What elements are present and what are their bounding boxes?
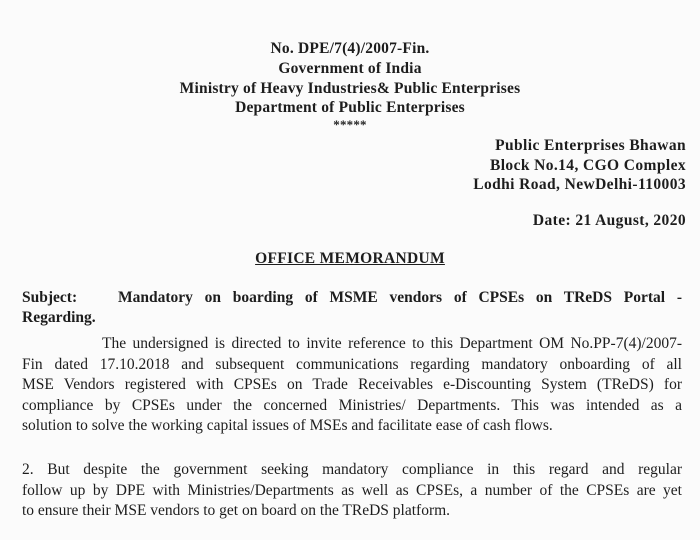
paragraph-2: [22, 460, 682, 522]
reference-number: No. DPE/7(4)/2007-Fin.: [270, 40, 430, 57]
paragraph-1-line: solution to solve the working capital issues of MSEs and facilitate ease of cash flows.: [22, 417, 553, 434]
paragraph-1-line: The undersigned is directed to invite reference to this Department OM No.PP-7(4)/2007-: [102, 335, 682, 352]
address-line-2: Block No.14, CGO Complex: [489, 157, 686, 174]
memo-date: Date: 21 August, 2020: [532, 212, 686, 229]
paragraph-1-line: Fin dated 17.10.2018 and subsequent communications regarding mandatory onboarding of all: [22, 355, 682, 373]
subject-line-2: Regarding.: [22, 309, 96, 326]
address-line-1: Public Enterprises Bhawan: [495, 137, 686, 154]
paragraph-1-line: MSE Vendors registered with CPSEs on Trade Receivables e-Discounting System (TReDS) for: [22, 376, 682, 393]
subject-block: [22, 288, 682, 328]
paragraph-2-line: 2. But despite the government seeking mandatory compliance in this regard and regular: [22, 461, 682, 478]
subject-line-1: [22, 288, 682, 308]
subject-label: Subject:: [22, 289, 78, 306]
separator-stars: *****: [333, 117, 367, 132]
department-name: Department of Public Enterprises: [235, 99, 465, 116]
subject-text: Mandatory on boarding of MSME vendors of CPSEs on TReDS Portal -: [118, 289, 682, 306]
government-name: Government of India: [278, 60, 422, 77]
ministry-name: Ministry of Heavy Industries& Public Enterprises: [179, 80, 521, 97]
memo-title: OFFICE MEMORANDUM: [255, 250, 445, 267]
paragraph-2-line: to ensure their MSE vendors to get on board on the TReDS platform.: [22, 502, 451, 519]
paragraph-1: [22, 334, 682, 437]
paragraph-1-line: compliance by CPSEs under the concerned Ministries/ Departments. This was intended as a: [22, 396, 682, 414]
paragraph-2-line: follow up by DPE with Ministries/Departments as well as CPSEs, a number of the CPSEs are yet: [22, 481, 682, 499]
address-line-3: Lodhi Road, NewDelhi-110003: [473, 176, 686, 193]
